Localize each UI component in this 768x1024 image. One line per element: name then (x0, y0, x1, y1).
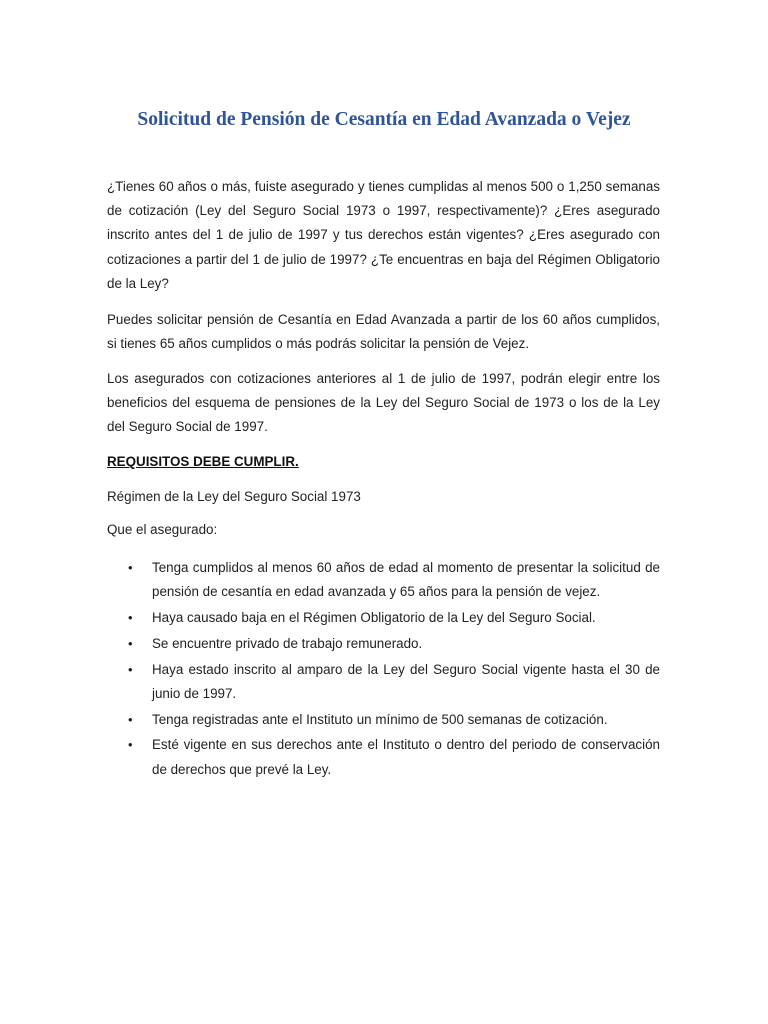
intro-paragraph: ¿Tienes 60 años o más, fuiste asegurado y tienes cumplidas al menos 500 o 1,250 semanas de cotización (Ley del Seguro Social 1973 o 1997, respectivamente)? ¿Eres asegurado inscrito antes del 1 de julio de 1997 y tus derechos están vigentes? ¿Eres asegurado con cotizaciones a partir del 1 de julio de 1997? ¿Te encuentras en baja del Régimen Obligatorio de la Ley? (107, 179, 660, 291)
list-item (107, 658, 660, 706)
bullet-icon: • (128, 661, 133, 677)
list-item (107, 632, 660, 656)
bullet-icon: • (128, 711, 133, 727)
list-item (107, 556, 660, 604)
requirements-list (107, 556, 660, 783)
page-title: Solicitud de Pensión de Cesantía en Edad Avanzada o Vejez (137, 109, 631, 130)
list-item (107, 708, 660, 732)
bullet-icon: • (128, 610, 133, 625)
bullet-icon: • (128, 635, 133, 651)
list-item-text: Haya causado baja en el Régimen Obligatorio de la Ley del Seguro Social. (152, 610, 596, 625)
list-item (107, 733, 660, 781)
list-item-text: Esté vigente en sus derechos ante el Instituto o dentro del periodo de conservación de derechos que prevé la Ley. (152, 737, 660, 777)
list-item (107, 606, 660, 630)
options-paragraph: Los asegurados con cotizaciones anteriores al 1 de julio de 1997, podrán elegir entre los beneficios del esquema de pensiones de la Ley del Seguro Social de 1973 o los de la Ley del Seguro Social de 1997. (107, 371, 660, 435)
requirements-heading: REQUISITOS DEBE CUMPLIR. (107, 454, 299, 469)
intro-label: Que el asegurado: (107, 522, 218, 537)
list-item-text: Tenga cumplidos al menos 60 años de edad al momento de presentar la solicitud de pensión de cesantía en edad avanzada y 65 años para la pensión de vejez. (152, 560, 660, 600)
list-item-text: Se encuentre privado de trabajo remunerado. (152, 635, 423, 651)
bullet-icon: • (128, 737, 133, 753)
list-item-text: Haya estado inscrito al amparo de la Ley del Seguro Social vigente hasta el 30 de junio de 1997. (152, 661, 660, 701)
bullet-icon: • (128, 560, 133, 575)
regimen-label: Régimen de la Ley del Seguro Social 1973 (107, 489, 361, 504)
eligibility-paragraph: Puedes solicitar pensión de Cesantía en Edad Avanzada a partir de los 60 años cumplidos, si tienes 65 años cumplidos o más podrás solicitar la pensión de Vejez. (107, 312, 660, 352)
list-item-text: Tenga registradas ante el Instituto un mínimo de 500 semanas de cotización. (152, 711, 608, 727)
